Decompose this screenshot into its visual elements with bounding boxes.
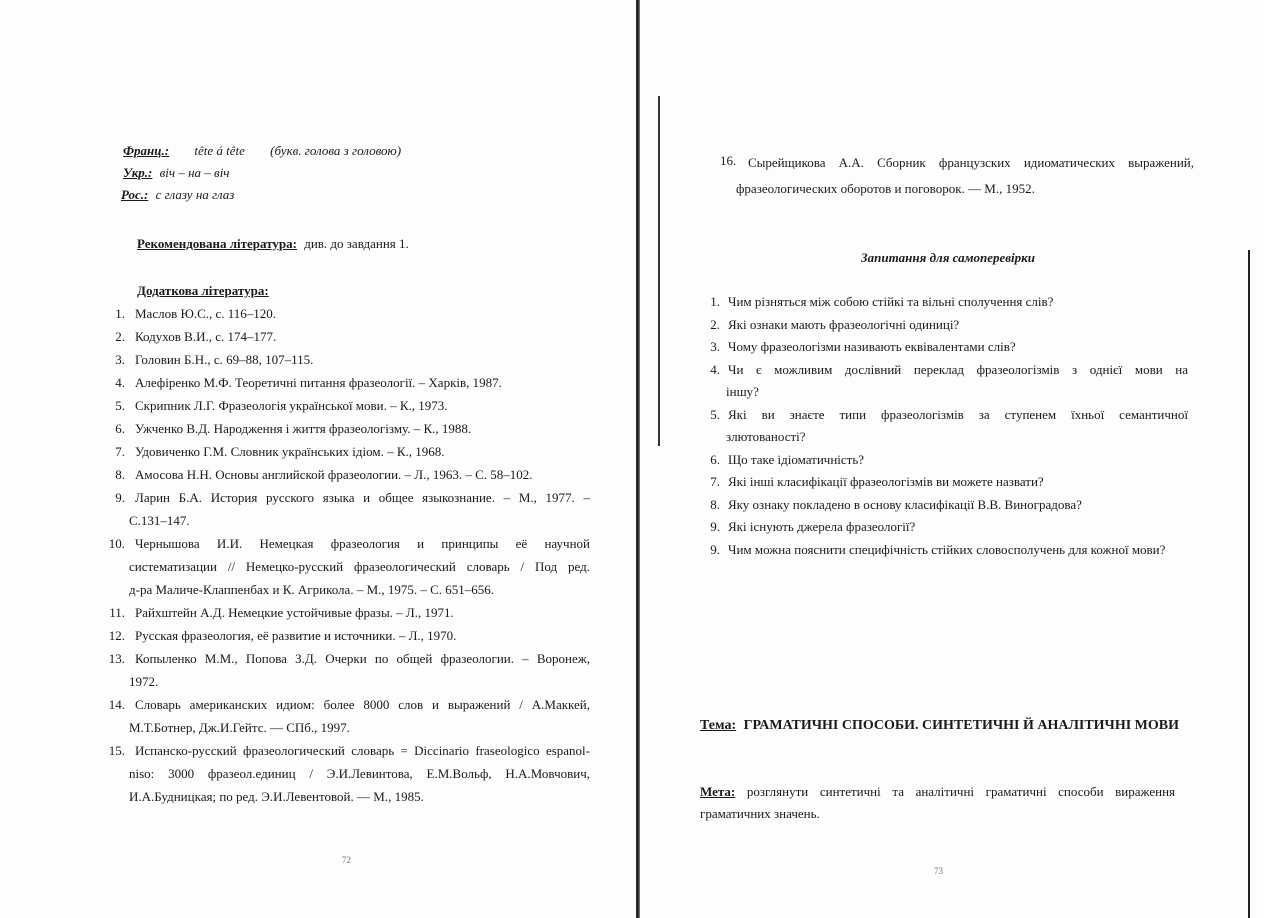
reference-number: 14. — [108, 697, 125, 712]
reference-line: Райхштейн А.Д. Немецкие устойчивые фразы. – Л., 1971. — [135, 605, 454, 620]
reference-line: 1972. — [129, 674, 159, 689]
topic — [700, 718, 1179, 734]
goal-label: Мета: — [700, 784, 736, 799]
question-line: Які інші класифікації фразеологізмів ви можете назвати? — [728, 474, 1044, 489]
goal-line-1 — [700, 784, 1175, 800]
example-russian — [121, 187, 234, 203]
question-line: Які існують джерела фразеології? — [728, 519, 916, 534]
reference-number: 9. — [115, 490, 125, 505]
reference-line: Удовиченко Г.М. Словник українських ідіом. – К., 1968. — [135, 444, 445, 459]
french-label: Франц.: — [123, 143, 170, 158]
question-number: 4. — [710, 361, 720, 377]
reference-line: фразеологических оборотов и поговорок. — М., 1952. — [736, 181, 1035, 196]
question-number: 5. — [710, 406, 720, 422]
russian-text: с глазу на глаз — [155, 187, 235, 202]
topic-text: ГРАМАТИЧНІ СПОСОБИ. СИНТЕТИЧНІ Й АНАЛІТИЧНІ МОВИ — [743, 718, 1179, 733]
goal-line-2: граматичних значень. — [700, 806, 820, 821]
question-line: Чи є можливим дослівний переклад фразеологізмів з однієї мови на — [728, 361, 1188, 377]
page-number-left: 72 — [342, 855, 351, 865]
reference-line: niso: 3000 фразеол.единиц / Э.И.Левинтова, Е.М.Вольф, Н.А.Мовчович, — [129, 766, 590, 781]
reference-number: 1. — [115, 306, 125, 321]
question-line: Чим можна пояснити специфічність стійких словосполучень для кожної мови? — [728, 541, 1166, 557]
recommended-literature — [137, 236, 409, 252]
reference-line: Сырейщикова А.А. Сборник французских идиоматических выражений, — [748, 155, 1194, 170]
reference-line: Испанско-русский фразеологический словарь = Diccinario fraseologico espanol- — [135, 743, 590, 758]
reference-line: Ларин Б.А. История русского языка и общее языкознание. – М., 1977. – — [135, 490, 590, 505]
reference-line: Маслов Ю.С., с. 116–120. — [135, 306, 277, 321]
question-line: Яку ознаку покладено в основу класифікації В.В. Виноградова? — [728, 496, 1082, 512]
question-line: злютованості? — [726, 429, 806, 444]
additional-heading: Додаткова література: — [137, 283, 269, 298]
reference-line: С.131–147. — [129, 513, 190, 528]
question-number: 1. — [710, 294, 720, 309]
reference-line: Чернышова И.И. Немецкая фразеология и принципы её научной — [135, 536, 590, 551]
reference-line: Алефіренко М.Ф. Теоретичні питання фразеології. – Харків, 1987. — [135, 375, 502, 390]
reference-line: Русская фразеология, её развитие и источники. – Л., 1970. — [135, 628, 457, 643]
right-page — [640, 0, 1264, 918]
question-number: 8. — [710, 496, 720, 512]
ukrainian-label: Укр.: — [123, 165, 153, 180]
reference-line: М.Т.Ботнер, Дж.И.Гейтс. — СПб., 1997. — [129, 720, 350, 735]
reference-number: 15. — [108, 743, 125, 758]
reference-number: 3. — [115, 352, 125, 367]
page-number-right: 73 — [934, 866, 943, 876]
question-number: 7. — [710, 474, 720, 489]
reference-number: 4. — [115, 375, 125, 390]
reference-number: 8. — [115, 467, 125, 482]
reference-line: систематизации // Немецко-русский фразеологический словарь / Под ред. — [129, 559, 590, 574]
reference-line: Кодухов В.И., с. 174–177. — [135, 329, 277, 344]
reference-line: Ужченко В.Д. Народження і життя фразеологізму. – К., 1988. — [135, 421, 472, 436]
recommended-heading: Рекомендована література: — [137, 236, 297, 251]
reference-line: И.А.Будницкая; по ред. Э.И.Левентовой. — М., 1985. — [129, 789, 424, 804]
question-number: 2. — [710, 316, 720, 332]
reference-number: 16. — [720, 153, 737, 168]
reference-number: 7. — [115, 444, 125, 459]
reference-number: 2. — [115, 329, 125, 344]
french-note: (букв. голова з головою) — [270, 143, 402, 158]
reference-line: Словарь американских идиом: более 8000 слов и выражений / А.Маккей, — [135, 697, 590, 712]
question-line: Чому фразеологізми називають еквівалентами слів? — [728, 339, 1016, 354]
example-ukrainian — [123, 165, 230, 181]
reference-number: 12. — [108, 628, 125, 643]
reference-line: Амосова Н.Н. Основы английской фразеологии. – Л., 1963. – С. 58–102. — [135, 467, 533, 482]
question-number: 3. — [710, 339, 720, 354]
french-text: tête á tête — [194, 143, 245, 158]
reference-number: 10. — [108, 536, 125, 551]
ukrainian-text: віч – на – віч — [159, 165, 230, 180]
reference-line: Скрипник Л.Г. Фразеологія української мови. – К., 1973. — [135, 398, 448, 413]
question-number: 6. — [710, 451, 720, 467]
goal-text-1: розглянути синтетичні та аналітичні граматичні способи вираження — [746, 784, 1176, 799]
question-line: Чим різняться між собою стійкі та вільні сполучення слів? — [728, 294, 1054, 309]
question-number: 9. — [710, 541, 720, 557]
question-number: 9. — [710, 519, 720, 534]
goal — [700, 784, 1175, 800]
reference-number: 13. — [108, 651, 125, 666]
question-line: Які ознаки мають фразеологічні одиниці? — [728, 316, 960, 332]
russian-label: Рос.: — [121, 187, 149, 202]
topic-label: Тема: — [700, 718, 737, 733]
question-line: іншу? — [726, 384, 759, 399]
reference-line: Головин Б.Н., с. 69–88, 107–115. — [135, 352, 314, 367]
question-line: Які ви знаєте типи фразеологізмів за ступенем їхньої семантичної — [728, 406, 1188, 422]
reference-number: 5. — [115, 398, 125, 413]
reference-line: Копыленко М.М., Попова З.Д. Очерки по общей фразеологии. – Воронеж, — [135, 651, 590, 666]
example-french — [123, 143, 401, 159]
recommended-text: див. до завдання 1. — [304, 236, 409, 251]
reference-number: 6. — [115, 421, 125, 436]
reference-number: 11. — [109, 605, 125, 620]
reference-line: д-ра Маличе-Клаппенбах и К. Агрикола. – М., 1975. – С. 651–656. — [129, 582, 495, 597]
question-line: Що таке ідіоматичність? — [728, 451, 865, 467]
questions-heading: Запитання для самоперевірки — [861, 250, 1035, 265]
